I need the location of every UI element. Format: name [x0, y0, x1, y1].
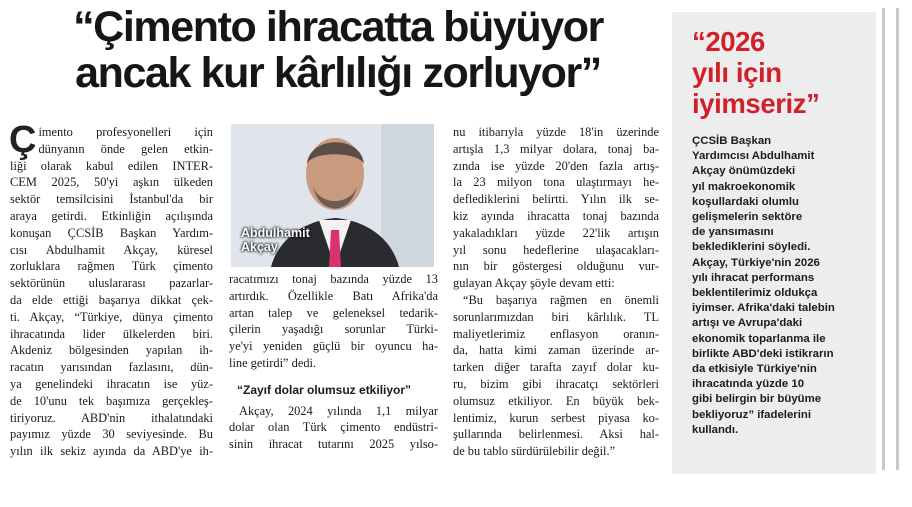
text-line: nın bir göstergesi olduğunu vur-	[453, 259, 659, 274]
text-line: şullarında belirlenmesi. Aksi hal-	[453, 427, 659, 442]
text-line: dolar olan Türk çimento endüstri-	[229, 420, 438, 435]
article-column-1	[9, 119, 213, 460]
headline-line: “Çimento ihracatta büyüyor	[73, 3, 603, 51]
text-line: racatımızı tonaj bazında yüzde 13	[229, 272, 438, 286]
sidebar-line: koşullardaki olumlu	[692, 195, 799, 208]
text-line: yıl sonu hedeflerine ulaşacakları-	[453, 242, 659, 257]
headline	[14, 4, 662, 96]
text-line: da elde ettiği başarıya dikkat çek-	[10, 292, 213, 307]
quote-line: yılı için	[692, 57, 782, 88]
text-line: CEM 2025, 50'yi aşkın ülkeden	[10, 175, 213, 190]
page-edge-divider	[882, 8, 885, 470]
text-line: ye'yi yeniden güçlü bir oyuncu ha-	[229, 339, 438, 354]
sidebar-line: birlikte ABD'deki istikrarın	[692, 347, 834, 360]
text-line: cısı Abdulhamit Akçay, küresel	[10, 242, 213, 257]
text-line: de 10'unu tek başımıza gerçekleş-	[10, 393, 213, 408]
text-line: sektör temsilcisini İstanbul'da bir	[10, 192, 213, 207]
sidebar-quote	[692, 26, 819, 119]
headline-line: ancak kur kârlılığı zorluyor”	[75, 49, 601, 97]
article-column-2	[229, 271, 438, 453]
text-line: deflediklerini belirtti. Yılın ilk se-	[453, 192, 659, 207]
text-line: kiz ayında ihracatta tonaj bazında	[453, 208, 659, 223]
text-line: Akçay, 2024 yılında 1,1 milyar	[239, 403, 438, 418]
text-line: sektörünün uluslararası pazarlar-	[10, 276, 213, 291]
sidebar-line: kullandı.	[692, 423, 739, 436]
text-line: artan talep ve geleneksel tedarik-	[229, 305, 438, 320]
sidebar-line: Yardımcısı Abdulhamit	[692, 150, 815, 163]
sidebar-line: artışı ve Avrupa'daki	[692, 317, 803, 330]
sidebar-line: gelişmelerin sektöre	[692, 211, 803, 224]
text-line: de bu tablo sürdürülebilir değil.”	[453, 444, 616, 459]
text-line: ya genelindeki ihracatın ise yüz-	[10, 376, 213, 391]
sidebar-line: Akçay önümüzdeki	[692, 165, 796, 178]
text-line: sorunlarımızdan biri kârlılık. TL	[453, 309, 659, 324]
text-line: çilerin yaşadığı sorunlar Türki-	[229, 322, 438, 337]
sidebar-body	[692, 134, 870, 438]
text-line: artışla 1,3 milyar dolara, tonaj ba-	[453, 141, 659, 156]
text-line: lentimiz, kurun serbest piyasa ko-	[453, 410, 659, 425]
caption-line: Akçay	[241, 240, 278, 254]
sidebar-line: yılı ihracat performans	[692, 271, 815, 284]
text-line: ru, bizim gibi ihracatçı sektörleri	[453, 376, 659, 391]
drop-cap: Ç	[9, 119, 37, 161]
sidebar-line: beklentilerimiz oldukça	[692, 287, 818, 300]
text-line: tiriyoruz. ABD'nin ithalatındaki	[10, 410, 213, 425]
text-line: line getirdi” dedi.	[229, 355, 317, 370]
page-edge-divider	[896, 8, 899, 470]
sidebar-line: da etkisiyle Türkiye'nin	[692, 363, 817, 376]
caption-line: Abdulhamit	[241, 226, 310, 240]
text-line: racatın yarısından fazlasını, dün-	[10, 360, 213, 375]
sidebar-line: gibi belirgin bir büyüme	[692, 393, 822, 406]
quote-line: “2026	[692, 26, 765, 57]
sidebar-line: Akçay, Türkiye'nin 2026	[692, 256, 820, 269]
text-line: tarken diğer tarafta zayıf dolar ku-	[453, 360, 659, 375]
text-line: sinin ihracat tutarını 2025 yılso-	[229, 437, 438, 452]
sidebar-line: iyimser. Afrika'daki talebin	[692, 302, 835, 315]
portrait-photo	[231, 124, 434, 267]
text-line: zorluklara rağmen Türk çimento	[10, 259, 213, 274]
text-line: Akdeniz bölgesinden yapılan ih-	[10, 343, 213, 358]
article-column-3	[453, 124, 659, 460]
text-line: liği olarak kabul edilen INTER-	[10, 158, 213, 173]
text-line: zında ise yüzde 20'den fazla artış-	[453, 158, 659, 173]
text-line: konuşan ÇCSİB Başkan Yardım-	[10, 225, 213, 240]
photo-caption	[241, 226, 310, 254]
text-line: ihracatında lider ülkelerden biri.	[10, 326, 213, 341]
text-line: nu itibarıyla yüzde 18'in üzerinde	[453, 125, 659, 139]
text-line: la 23 milyon tona ulaştırmayı he-	[453, 175, 659, 190]
subheading: “Zayıf dolar olumsuz etkiliyor”	[237, 382, 412, 397]
sidebar-line: yıl makroekonomik	[692, 180, 796, 193]
text-line: yılın ilk sekiz ayında da ABD'ye ih-	[10, 444, 213, 459]
text-line: artırdık. Özellikle Batı Afrika'da	[229, 288, 438, 303]
text-line: dünyanın önde gelen etkin-	[38, 141, 213, 156]
text-line: araya getirdi. Etkinliğin açılışında	[10, 208, 213, 223]
text-line: maliyetlerimiz enflasyon oranın-	[453, 326, 659, 341]
quote-line: iyimseriz”	[692, 88, 820, 119]
sidebar-line: beklediklerini söyledi.	[692, 241, 811, 254]
sidebar-line: ekonomik toparlanma ile	[692, 332, 826, 345]
sidebar-line: ÇCSİB Başkan	[692, 135, 772, 147]
text-line: da, hatta kimi zaman üzerinde ar-	[453, 343, 659, 358]
text-line: ti. Akçay, “Türkiye, dünya çimento	[10, 309, 213, 324]
sidebar-line: bekliyoruz” ifadelerini	[692, 408, 812, 421]
text-line: “Bu başarıya rağmen en önemli	[463, 292, 659, 307]
sidebar-line: de yansımasını	[692, 226, 774, 239]
text-line: gulayan Akçay şöyle devam etti:	[453, 276, 615, 291]
sidebar-line: ihracatında yüzde 10	[692, 378, 805, 391]
text-line: imento profesyonelleri için	[38, 125, 213, 139]
text-line: payımız yüzde 30 seviyesinde. Bu	[10, 427, 213, 442]
text-line: olumsuz etkiliyor. En büyük bek-	[453, 393, 659, 408]
text-line: yakaladıkları yüzde 22'lik artışın	[453, 225, 659, 240]
sidebar-box	[672, 12, 876, 474]
